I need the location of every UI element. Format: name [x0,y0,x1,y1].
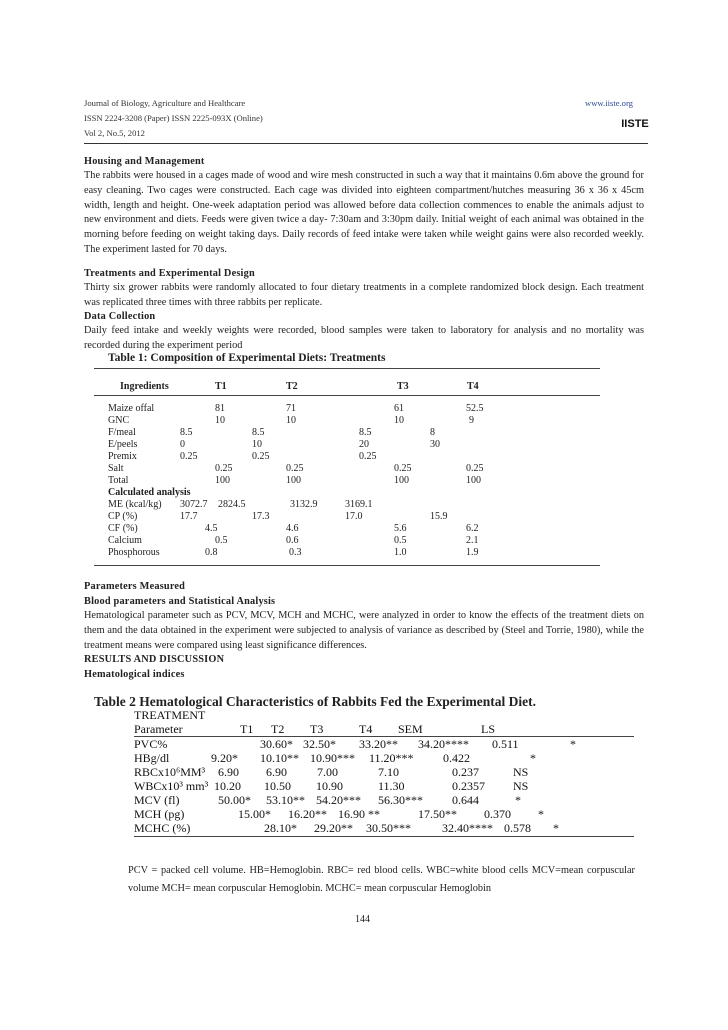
table-1-cell: 0.25 [359,451,377,462]
table-2-cell: * [553,821,559,835]
table-1-cell: 100 [286,475,301,486]
table-1-cell: 9 [469,415,474,426]
table-2-cell: 6.90 [266,765,287,779]
table-1-cell: 8.5 [180,427,193,438]
table-2-header-parameter: Parameter [134,722,183,736]
table-1-cell: 0.25 [394,463,412,474]
page-number: 144 [355,914,370,925]
table-1-cell: 15.9 [430,511,448,522]
blood-parameters-paragraph: Hematological parameter such as PCV, MCV, MCH and MCHC, were analyzed in order to know the effects of the treatment diets on them and the data obtained in the experiment were subjected to analysis of variance as described by (Steel and Torrie, 1980), while the treatment means were compared using least significance differences. [84,610,644,651]
table-2-header-t1: T1 [240,722,254,736]
table-1-cell: 0.25 [180,451,198,462]
table-1-header-t1: T1 [215,381,227,392]
table-2-bottom-rule [134,836,634,837]
header-rule [84,143,648,144]
table-1-cell: 3169.1 [345,499,373,510]
table-2-cell: 10.20 [214,779,241,793]
iiste-logo [623,112,647,132]
table-2-cell: 15.00* [238,807,271,821]
table-1-row-label: Maize offal [108,403,155,414]
table-2-cell: 11.20*** [369,751,414,765]
table-2-cell: NS [513,779,529,793]
table-1-row-label: Total [108,475,129,486]
table-1-cell: 5.6 [394,523,407,534]
treatments-paragraph: Thirty six grower rabbits were randomly allocated to four dietary treatments in a complete randomized block design. Each treatment was replicated three times with three rabbits per replicate. [84,282,644,308]
table-1-cell: 1.9 [466,547,479,558]
table-2-footnote: PCV = packed cell volume. HB=Hemoglobin. RBC= red blood cells. WBC=white blood cells MCV=mean corpuscular volume MCH= mean corpuscular Hemoglobin. MCHC= mean corpuscular Hemoglobin [128,865,635,894]
table-2-cell: 0.511 [492,737,519,751]
table-2-cell: * [538,807,544,821]
table-1-cell: 71 [286,403,296,414]
table-1-cell: 100 [394,475,409,486]
table-1-bottom-rule [94,565,600,566]
table-1-cell: 8.5 [252,427,265,438]
table-1-header-t2: T2 [286,381,298,392]
table-2-row-label: MCH (pg) [134,807,185,821]
table-2-cell: 29.20** [314,821,353,835]
table-1-cell: 20 [359,439,369,450]
table-1-title: Table 1: Composition of Experimental Diets: Treatments [108,352,386,364]
table-1-cell: 0.25 [215,463,233,474]
table-2-cell: 10.90*** [310,751,355,765]
table-1-cell: 10 [286,415,296,426]
table-2-cell: 0.422 [443,751,470,765]
table-2-cell: 10.50 [264,779,291,793]
table-1-cell: 4.6 [286,523,299,534]
table-1-cell: 81 [215,403,225,414]
table-1-cell: 0.6 [286,535,299,546]
table-2-cell: 16.20** [288,807,327,821]
table-2-cell: 56.30*** [378,793,423,807]
table-1-subheading: Calculated analysis [108,487,191,498]
table-1-row-label: ME (kcal/kg) [108,499,162,510]
logo-text: IISTE [621,118,649,130]
table-1-cell: 8.5 [359,427,372,438]
blood-parameters-heading: Blood parameters and Statistical Analysis [84,596,276,607]
table-1-cell: 0 [180,439,185,450]
table-1-header-ingredients: Ingredients [120,381,169,392]
table-2-cell: 9.20* [211,751,238,765]
table-1-row-label: Phosphorous [108,547,160,558]
table-1-cell: 61 [394,403,404,414]
table-2-treatment-label: TREATMENT [134,708,206,722]
table-2-cell: 30.60* [260,737,293,751]
housing-heading: Housing and Management [84,156,205,167]
table-2-cell: 0.237 [452,765,479,779]
table-2-header-t4: T4 [359,722,373,736]
table-1-row-label: Salt [108,463,124,474]
table-2-title: Table 2 Hematological Characteristics of Rabbits Fed the Experimental Diet. [94,694,536,709]
parameters-heading: Parameters Measured [84,581,186,592]
issn-line: ISSN 2224-3208 (Paper) ISSN 2225-093X (Online) [84,113,263,123]
table-1-cell: 8 [430,427,435,438]
table-2-cell: 17.50** [418,807,457,821]
table-2-cell: 0.370 [484,807,511,821]
table-2-cell: 50.00* [218,793,251,807]
table-1-cell: 0.5 [394,535,407,546]
table-2-cell: 7.10 [378,765,399,779]
table-2-cell: 10.90 [316,779,343,793]
table-1-cell: 4.5 [205,523,218,534]
table-2-cell: NS [513,765,529,779]
table-2-cell: 32.40**** [442,821,493,835]
table-2-cell: 0.2357 [452,779,485,793]
table-1-header-rule [94,395,600,396]
table-1-cell: 10 [252,439,262,450]
table-2-row-label: PVC% [134,737,168,751]
table-2-header-t2: T2 [271,722,285,736]
table-2-cell: 11.30 [378,779,405,793]
data-collection-heading: Data Collection [84,311,156,322]
table-1-row-label: Calcium [108,535,142,546]
journal-title: Journal of Biology, Agriculture and Healthcare [84,98,246,108]
table-1-row-label: F/meal [108,427,136,438]
table-2-row-label: MCHC (%) [134,821,191,835]
volume-line: Vol 2, No.5, 2012 [84,128,145,138]
table-2-cell: 0.644 [452,793,479,807]
table-2-cell: * [570,737,576,751]
table-1-cell: 2824.5 [218,499,246,510]
table-1-cell: 10 [215,415,225,426]
table-2-cell: 16.90 ** [338,807,380,821]
table-1-cell: 17.3 [252,511,270,522]
table-1-cell: 17.0 [345,511,363,522]
table-2-cell: 33.20** [359,737,398,751]
treatments-heading: Treatments and Experimental Design [84,268,255,279]
table-1-cell: 100 [466,475,481,486]
table-2-row-label: HBg/dl [134,751,170,765]
table-2-cell: 10.10** [260,751,299,765]
table-1-cell: 1.0 [394,547,407,558]
table-1-row-label: CP (%) [108,511,138,522]
table-1-cell: 3072.7 [180,499,208,510]
table-1-cell: 2.1 [466,535,479,546]
table-2-cell: 53.10** [266,793,305,807]
data-collection-paragraph: Daily feed intake and weekly weights were recorded, blood samples were taken to laboratory for analysis and no mortality was recorded during the experiment period [84,325,644,351]
table-1-cell: 0.3 [289,547,302,558]
table-1-header-t4: T4 [467,381,479,392]
table-2-cell: * [515,793,521,807]
table-2-cell: 54.20*** [316,793,361,807]
table-1-cell: 0.8 [205,547,218,558]
table-2-row-label: RBCx10⁶MM³ [134,765,206,779]
table-1-cell: 17.7 [180,511,198,522]
table-1-cell: 0.5 [215,535,228,546]
table-1-cell: 0.25 [286,463,304,474]
table-1-cell: 10 [394,415,404,426]
results-heading: RESULTS AND DISCUSSION [84,654,225,665]
table-1-cell: 52.5 [466,403,484,414]
table-2-cell: 30.50*** [366,821,411,835]
table-2-cell: 34.20**** [418,737,469,751]
table-1-header-t3: T3 [397,381,409,392]
table-2-cell: 32.50* [303,737,336,751]
table-2-header-sem: SEM [398,722,423,736]
hematological-heading: Hematological indices [84,669,185,680]
table-2-header-ls: LS [481,722,496,736]
table-2-row-label: WBCx10³ mm³ [134,779,209,793]
table-1-cell: 3132.9 [290,499,318,510]
table-2-row-label: MCV (fl) [134,793,180,807]
journal-url[interactable]: www.iiste.org [585,98,633,108]
table-1-row-label: CF (%) [108,523,138,534]
table-2-cell: 7.00 [317,765,338,779]
table-1-cell: 30 [430,439,440,450]
table-1-cell: 0.25 [252,451,270,462]
table-2-header-t3: T3 [310,722,324,736]
table-1-cell: 100 [215,475,230,486]
table-1-row-label: Premix [108,451,137,462]
table-2-cell: 28.10* [264,821,297,835]
table-2-cell: * [530,751,536,765]
table-1-row-label: GNC [108,415,130,426]
table-1-row-label: E/peels [108,439,138,450]
table-1-cell: 0.25 [466,463,484,474]
housing-paragraph: The rabbits were housed in a cages made of wood and wire mesh constructed in such a way that it maintains 0.6m above the ground for easy cleaning. Two cages were constructed. Each cage was divided into eighteen compartment/hutches measuring 36 x 36 x 45cm width, length and height. One-week adaptation period was allowed before data collection commences to enable the animals adjust to new environment and diets. Feeds were given twice a day- 7:30am and 3:30pm daily. Initial weight of each animal was obtained in the morning before feeding on weight taking days. Daily records of feed intake were taken while weight gains were also recorded weekly. The experiment lasted for 70 days. [84,170,644,255]
table-2-cell: 6.90 [218,765,239,779]
table-1-cell: 6.2 [466,523,479,534]
table-1-top-rule [94,368,600,369]
table-2-cell: 0.578 [504,821,531,835]
